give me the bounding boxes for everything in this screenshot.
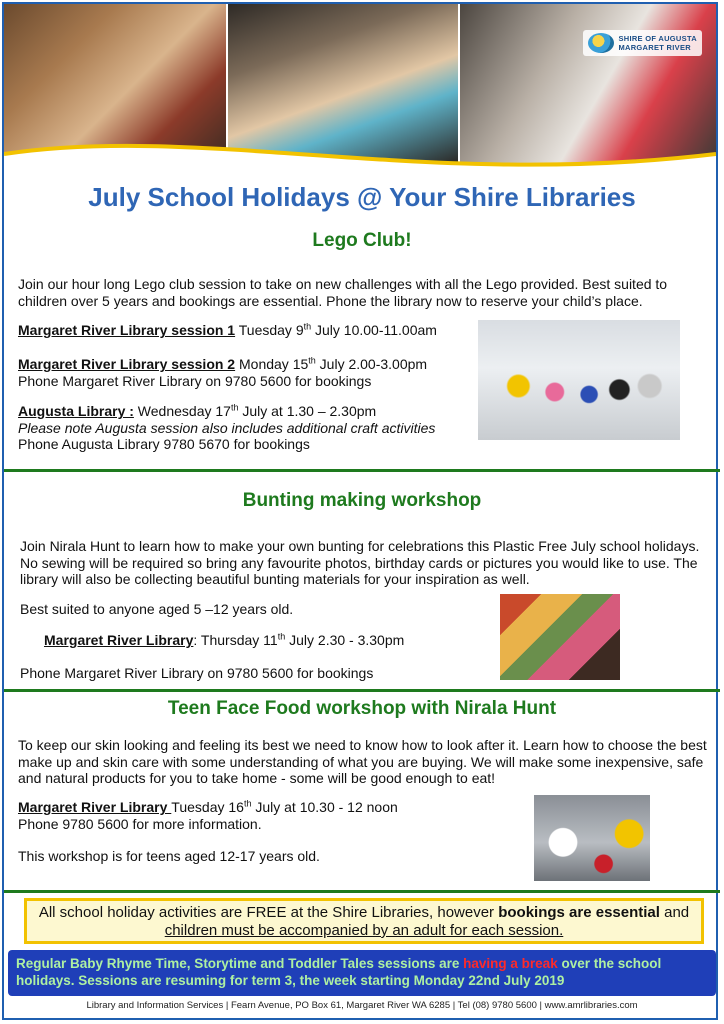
teen-session: Margaret River Library Tuesday 16th July at 10.30 - 12 noon Phone 9780 5600 for more information.: [18, 799, 518, 832]
bunting-heading: Bunting making workshop: [242, 490, 482, 511]
skincare-products-image: [534, 795, 650, 881]
free-activities-notice: All school holiday activities are FREE at the Shire Libraries, however bookings are essential and children must be accompanied by an adult for each session.: [24, 898, 704, 944]
section-divider: [4, 689, 720, 692]
lego-session-2-label: Margaret River Library session 2: [18, 356, 236, 372]
shire-logo: [583, 30, 702, 56]
teen-session-label: Margaret River Library: [18, 799, 172, 815]
lego-session-2: Margaret River Library session 2 Monday 15th July 2.00-3.00pm Phone Margaret River Library on 9780 5600 for bookings: [18, 356, 478, 389]
regular-sessions-banner: Regular Baby Rhyme Time, Storytime and Toddler Tales sessions are having a break over the school holidays. Sessions are resuming for term 3, the week starting Monday 22nd July 2019: [8, 950, 716, 996]
shire-logo-icon: [588, 33, 614, 53]
footer-contact: Library and Information Services | Fearn Avenue, PO Box 61, Margaret River WA 6285 | Tel (08) 9780 5600 | www.amrlibraries.com: [86, 1000, 638, 1011]
lego-intro: Join our hour long Lego club session to take on new challenges with all the Lego provided. Best suited to children over 5 years and bookings are essential. Phone the library now to reserve your child’s place.: [18, 276, 668, 309]
lego-session-1: Margaret River Library session 1 Tuesday 9th July 10.00-11.00am: [18, 321, 437, 338]
lego-heading: Lego Club!: [312, 230, 412, 251]
teen-age: This workshop is for teens aged 12-17 years old.: [18, 848, 320, 864]
lego-session-3-phone: Phone Augusta Library 9780 5670 for bookings: [18, 436, 310, 452]
lego-session-2-phone: Phone Margaret River Library on 9780 5600 for bookings: [18, 372, 372, 389]
bunting-session-label: Margaret River Library: [44, 632, 194, 648]
bunting-intro: Join Nirala Hunt to learn how to make your own bunting for celebrations this Plastic Free July school holidays. No sewing will be required so bring any favourite photos, birthday cards or pictures you would like to use. The library will also be collecting beautiful bunting materials for your inspiration as well.: [20, 538, 700, 587]
lego-session-3: Augusta Library : Wednesday 17th July at 1.30 – 2.30pm Please note Augusta session also includes additional craft activities Phone Augusta Library 9780 5670 for bookings: [18, 403, 478, 453]
lego-session-3-note: Please note Augusta session also includes additional craft activities: [18, 419, 436, 436]
lego-session-3-label: Augusta Library :: [18, 403, 134, 419]
bunting-age: Best suited to anyone aged 5 –12 years old.: [20, 601, 294, 617]
section-divider: [4, 890, 720, 893]
logo-line-2: MARGARET RIVER: [618, 43, 691, 52]
teen-phone: Phone 9780 5600 for more information.: [18, 815, 262, 832]
teen-intro: To keep our skin looking and feeling its best we need to know how to look after it. Learn how to choose the best make up and skin care with some understanding of what you are buying. We will make some inexpensive, safe and natural products for you to take home - some will be good enough to eat!: [18, 737, 707, 786]
teen-heading: Teen Face Food workshop with Nirala Hunt: [167, 698, 557, 719]
lego-session-1-label: Margaret River Library session 1: [18, 322, 236, 338]
lego-figures-image: [478, 320, 680, 440]
section-divider: [4, 469, 720, 472]
header-banner: [4, 4, 716, 172]
bunting-session: Margaret River Library: Thursday 11th July 2.30 - 3.30pm: [44, 631, 405, 648]
bunting-materials-image: [500, 594, 620, 680]
page-title: July School Holidays @ Your Shire Libraries: [88, 182, 636, 212]
bunting-phone: Phone Margaret River Library on 9780 5600 for bookings: [20, 665, 374, 681]
logo-line-1: SHIRE OF AUGUSTA: [618, 34, 697, 43]
